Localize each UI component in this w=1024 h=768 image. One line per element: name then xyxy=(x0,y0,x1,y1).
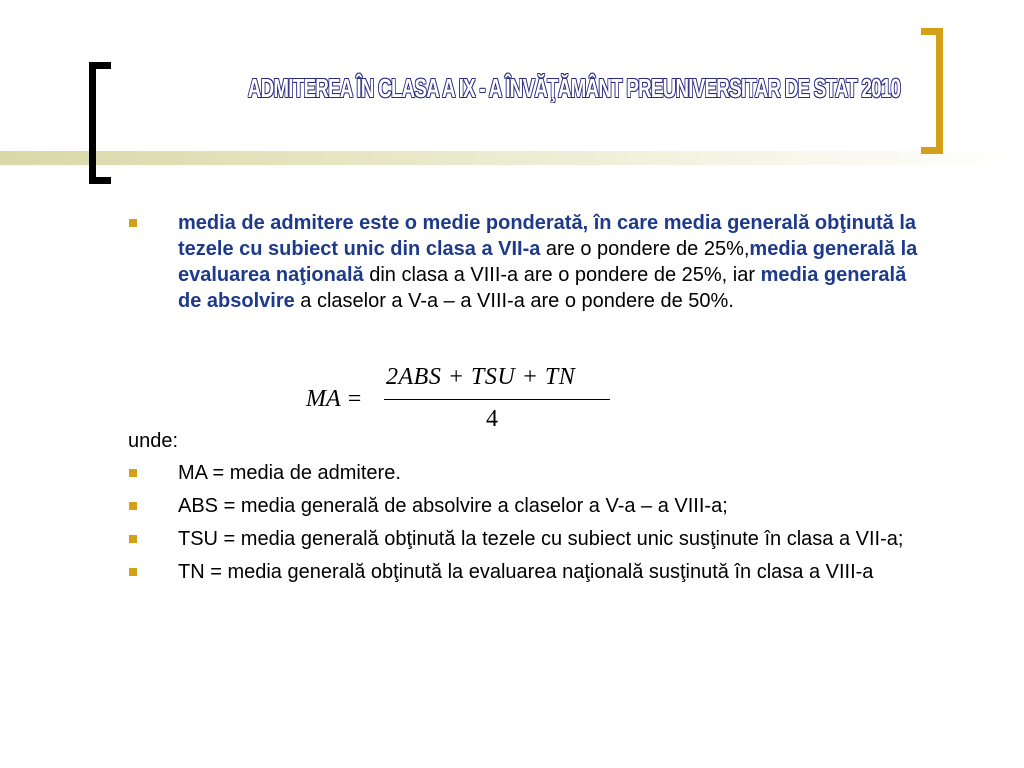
square-bullet-icon xyxy=(129,568,137,576)
intro-bold-2: media generală la evaluarea naţională xyxy=(178,238,918,286)
list-item xyxy=(128,210,928,314)
definition-text: TSU = media generală obţinută la tezele cu subiect unic susţinute în clasa a VII-a; xyxy=(178,528,904,550)
intro-text-3: a claselor a V-a – a VIII-a are o pondere de 50%. xyxy=(294,290,734,312)
list-item xyxy=(128,559,928,585)
title-band xyxy=(0,151,1024,165)
definition-text: TN = media generală obţinută la evaluarea naţională susţinută în clasa a VIII-a xyxy=(178,561,874,583)
intro-bold-1: media de admitere este o medie ponderată, în care media generală obţinută la tezele cu subiect unic din clasa a VII-a xyxy=(178,212,917,260)
unde-label: unde: xyxy=(128,430,179,452)
intro-text-1: are o pondere de 25%, xyxy=(540,238,750,260)
intro-bold-3: media generală de absolvire xyxy=(178,264,907,312)
intro-paragraph xyxy=(128,210,928,314)
intro-text-2: din clasa a VIII-a are o pondere de 25%, iar xyxy=(363,264,761,286)
list-item xyxy=(128,526,928,552)
fraction-line xyxy=(384,399,610,400)
square-bullet-icon xyxy=(129,219,137,227)
slide-title: ADMITEREA ÎN CLASA A IX - A ÎNVĂŢĂMÂNT PREUNIVERSITAR DE STAT 2010 xyxy=(247,73,901,103)
square-bullet-icon xyxy=(129,469,137,477)
list-item xyxy=(128,460,928,486)
formula-lhs: MA = xyxy=(306,386,363,412)
square-bullet-icon xyxy=(129,502,137,510)
definition-text: ABS = media generală de absolvire a claselor a V-a – a VIII-a; xyxy=(178,495,728,517)
formula-numerator: 2ABS + TSU + TN xyxy=(386,364,576,390)
formula-denominator: 4 xyxy=(486,406,498,432)
list-item xyxy=(128,493,928,519)
left-bracket-decoration xyxy=(89,62,111,184)
definition-text: MA = media de admitere. xyxy=(178,462,401,484)
definitions-list xyxy=(128,428,928,592)
right-bracket-decoration xyxy=(921,28,943,154)
square-bullet-icon xyxy=(129,535,137,543)
